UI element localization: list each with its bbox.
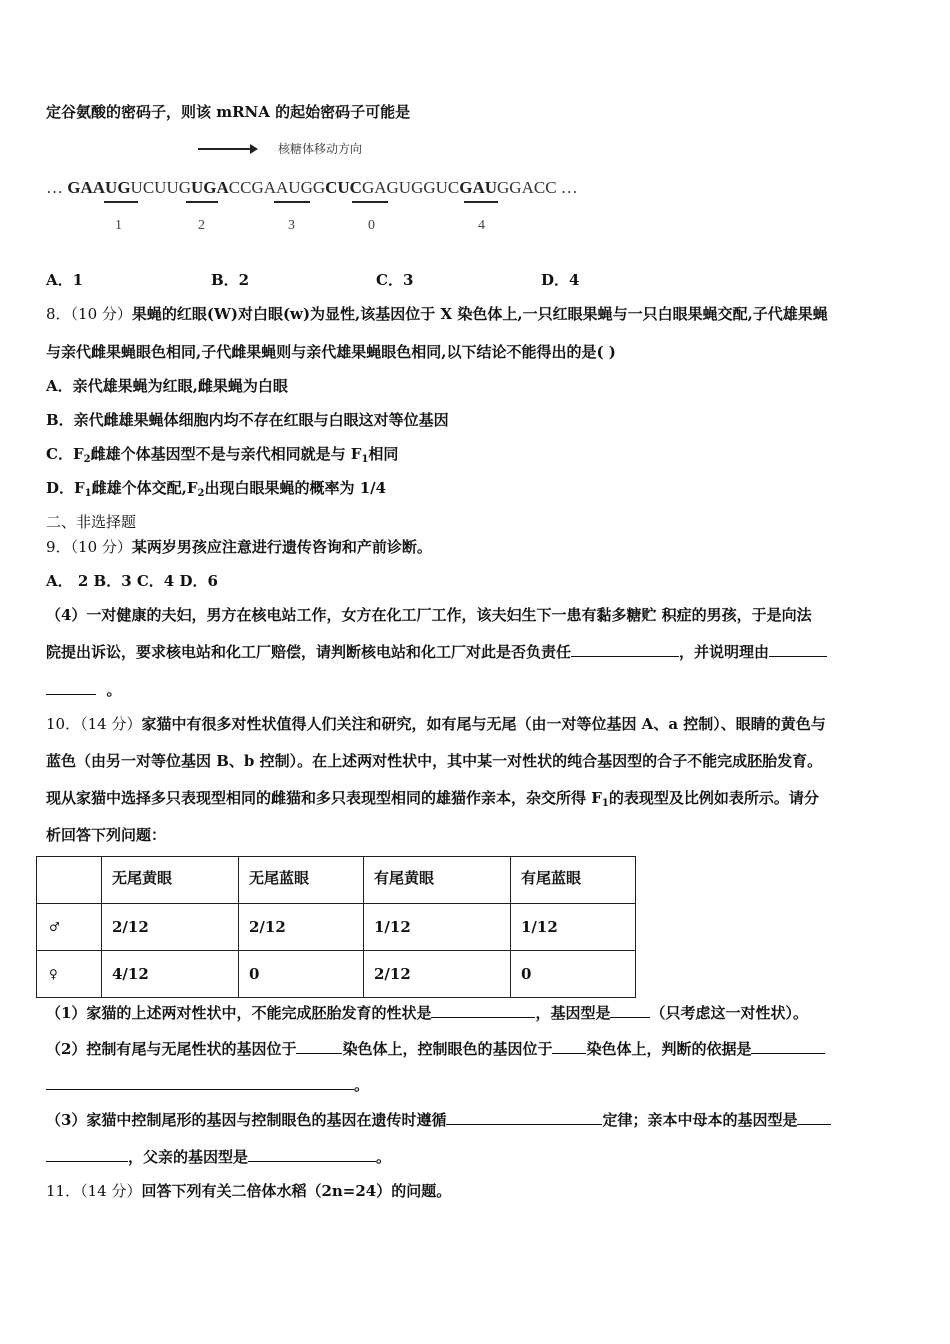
table-header-cell: [37, 857, 102, 904]
q9-options: A． 2 B．3 C．4 D．6: [46, 572, 218, 590]
underline-2: [186, 201, 218, 203]
underline-0: [352, 201, 388, 203]
q8-option-c: C．$F_2$雌雄个体基因型不是与亲代相同就是与 $F_1$相同: [46, 445, 399, 465]
arrow-right-icon: [198, 148, 256, 150]
q9-part4-line-2: 院提出诉讼，要求核电站和化工厂赔偿，请判断核电站和化工厂对此是否负责任 ，并说明理由: [46, 642, 827, 662]
underline-4: [464, 201, 498, 203]
table-cell: 2/12: [239, 904, 364, 951]
mrna-figure: [46, 136, 606, 246]
underline-label: 4: [478, 218, 485, 233]
q7-option-d: D．4: [541, 271, 580, 289]
underline-label: 0: [368, 218, 375, 233]
table-header-row: [37, 857, 636, 904]
mrna-sequence: … GAAUGUCUUGUGACCGAAUGGCUCGAGUGGUCGAUGGACC …: [46, 178, 578, 197]
q8-stem-line-2: 与亲代雌果蝇眼色相同,子代雌果蝇则与亲代雄果蝇眼色相同,以下结论不能得出的是( ): [46, 343, 616, 361]
q8-option-a: A．亲代雄果蝇为红眼,雌果蝇为白眼: [46, 377, 288, 395]
q9-part4-line-1: （4）一对健康的夫妇，男方在核电站工作，女方在化工厂工作，该夫妇生下一患有黏多糖贮 积症的男孩，于是向法: [46, 606, 812, 624]
q8-stem-line-1: 8．（10 分）果蝇的红眼(W)对白眼(w)为显性,该基因位于 X 染色体上,一只红眼果蝇与一只白眼果蝇交配,子代雄果蝇: [46, 305, 828, 323]
table-cell: 0: [239, 951, 364, 998]
table-cell: 2/12: [102, 904, 239, 951]
q9-stem: 9．（10 分）某两岁男孩应注意进行遗传咨询和产前诊断。: [46, 538, 432, 556]
q10-stem-line-2: 蓝色（由另一对等位基因 B、b 控制）。在上述两对性状中，其中某一对性状的纯合基因型的合子不能完成胚胎发育。: [46, 752, 823, 770]
q10-sub1: （1）家猫的上述两对性状中，不能完成胚胎发育的性状是 ，基因型是 （只考虑这一对性状）。: [46, 1004, 808, 1022]
table-cell: 1/12: [511, 904, 636, 951]
table-header-cell: 有尾蓝眼: [511, 857, 636, 904]
underline-label: 1: [115, 218, 122, 233]
table-header-cell: 无尾蓝眼: [239, 857, 364, 904]
q8-option-b: B．亲代雌雄果蝇体细胞内均不存在红眼与白眼这对等位基因: [46, 411, 449, 429]
phenotype-table: [36, 856, 636, 998]
q10-sub3-line-1: （3）家猫中控制尾形的基因与控制眼色的基因在遗传时遵循 定律；亲本中母本的基因型是: [46, 1110, 831, 1130]
table-cell-female: ♀: [37, 951, 102, 998]
q10-sub2-line-2: 。: [46, 1075, 369, 1095]
q8-option-d: D．$F_1$雌雄个体交配$,F_2$出现白眼果蝇的概率为 1/4: [46, 479, 387, 499]
q10-stem-line-4: 析回答下列问题：: [46, 826, 167, 844]
direction-label: 核糖体移动方向: [278, 142, 363, 156]
table-header-cell: 无尾黄眼: [102, 857, 239, 904]
table-row: [37, 951, 636, 998]
q10-sub3-line-2: ，父亲的基因型是 。: [46, 1147, 391, 1167]
table-header-cell: 有尾黄眼: [364, 857, 511, 904]
q7-option-c: C．3: [376, 271, 414, 289]
underline-1: [104, 201, 138, 203]
underline-label: 3: [288, 218, 295, 233]
table-cell-male: ♂: [37, 904, 102, 951]
q9-part4-line-3: 。: [46, 680, 121, 700]
table-cell: 1/12: [364, 904, 511, 951]
table-cell: 4/12: [102, 951, 239, 998]
q10-sub2-line-1: （2）控制有尾与无尾性状的基因位于 染色体上，控制眼色的基因位于 染色体上，判断的依据是: [46, 1039, 825, 1059]
q7-intro: 定谷氨酸的密码子，则该 mRNA 的起始密码子可能是: [46, 103, 411, 121]
q10-stem-line-3: 现从家猫中选择多只表现型相同的雌猫和多只表现型相同的雄猫作亲本，杂交所得 $F_1$的表现型及比例如表所示。请分: [46, 789, 819, 809]
table-row: [37, 904, 636, 951]
q7-option-a: A．1: [46, 271, 84, 289]
q7-option-b: B．2: [211, 271, 250, 289]
underline-label: 2: [198, 218, 205, 233]
underline-3: [274, 201, 310, 203]
table-cell: 2/12: [364, 951, 511, 998]
q11-stem: 11．（14 分）回答下列有关二倍体水稻（2n=24）的问题。: [46, 1182, 452, 1200]
section-heading: 二、非选择题: [46, 513, 137, 531]
table-cell: 0: [511, 951, 636, 998]
q10-stem-line-1: 10．（14 分）家猫中有很多对性状值得人们关注和研究，如有尾与无尾（由一对等位基因 A、a 控制）、眼睛的黄色与: [46, 715, 826, 733]
